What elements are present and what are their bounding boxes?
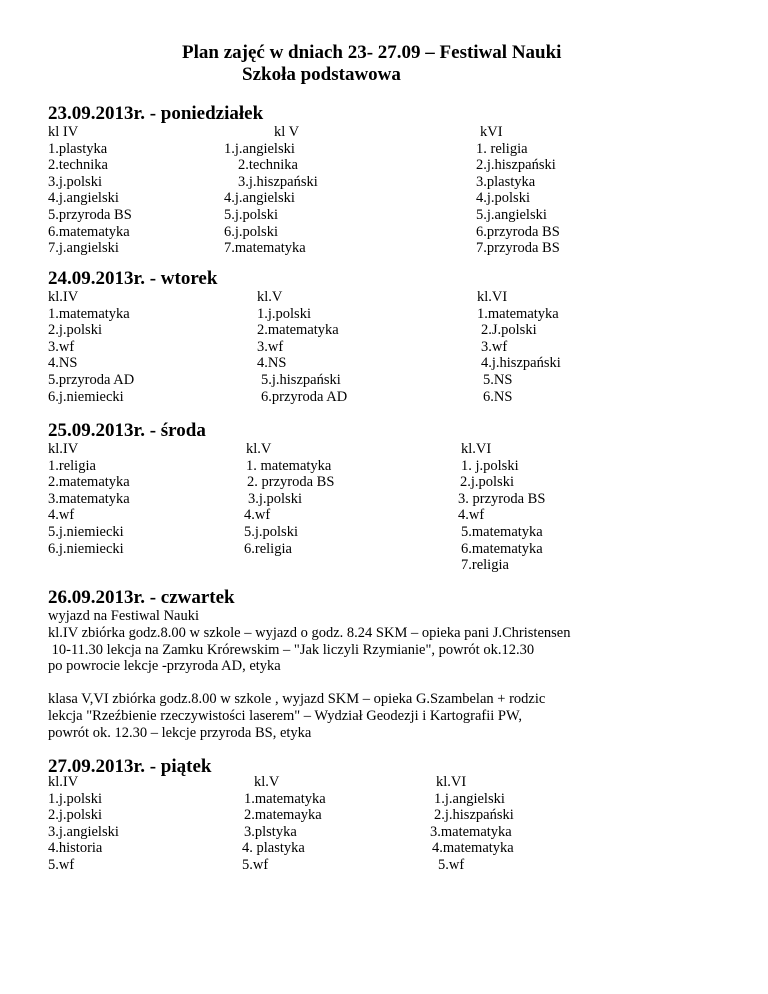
class-header: kl IV [48,124,79,140]
lesson-item: 5.matematyka [461,523,543,540]
lesson-item: 3.j.hiszpański [238,173,318,190]
lesson-item: 2.j.polski [48,807,102,824]
lesson-item: 4.NS [257,355,287,372]
schedule-column-kl-vi [477,289,561,405]
lesson-item: 5.przyroda AD [48,371,135,388]
text-line: wyjazd na Festiwal Nauki [48,608,200,624]
lesson-item: 2.j.polski [460,474,514,491]
lesson-item: 5.wf [48,856,75,873]
lesson-item: 6.religia [244,540,292,557]
thursday-paragraph-kl-iv [48,608,570,675]
lesson-item: 7.przyroda BS [476,240,560,257]
class-header: kl.V [254,774,280,790]
lesson-item: 4.j.angielski [224,190,295,207]
lesson-item: 4.j.polski [476,190,530,207]
schedule-column-kl-iv [48,124,132,257]
page-title: Plan zajęć w dniach 23- 27.09 – Festiwal Nauki [182,42,562,63]
class-header: kl.V [246,441,272,457]
lesson-item: 2.matematyka [257,322,339,339]
lesson-item: 4.wf [48,507,75,524]
lesson-item: 3.j.angielski [48,823,119,840]
text-line: kl.IV zbiórka godz.8.00 w szkole – wyjazd o godz. 8.24 SKM – opieka pani J.Christensen [48,624,571,641]
lesson-item: 3.plastyka [476,173,536,190]
lesson-item: 4.wf [458,507,485,524]
lesson-item: 3.wf [48,338,75,355]
lesson-item: 5.przyroda BS [48,206,132,223]
schedule-column-kl-v [244,441,334,557]
lesson-item: 1. matematyka [246,457,332,474]
lesson-item: 5.j.angielski [476,206,547,223]
day-heading-thursday: 26.09.2013r. - czwartek [48,587,235,608]
thursday-paragraph-kl-v-vi [48,691,545,741]
text-line: po powrocie lekcje -przyroda AD, etyka [48,658,281,675]
schedule-column-kl-v [242,774,326,874]
lesson-item: 7.religia [461,557,509,574]
lesson-item: 1.j.angielski [224,140,295,157]
lesson-item: 1.matematyka [477,305,559,322]
lesson-item: 6.NS [483,388,513,405]
lesson-item: 1.matematyka [48,305,130,322]
lesson-item: 1.matematyka [244,790,326,807]
lesson-item: 4.wf [244,507,271,524]
schedule-column-kl-vi [430,774,514,874]
lesson-item: 5.j.niemiecki [48,523,124,540]
lesson-item: 1.j.angielski [434,790,505,807]
lesson-item: 6.j.niemiecki [48,388,124,405]
lesson-item: 3.wf [481,338,508,355]
schedule-column-kl-iv [48,289,134,405]
day-heading-tuesday: 24.09.2013r. - wtorek [48,268,218,289]
text-line: powrót ok. 12.30 – lekcje przyroda BS, etyka [48,724,312,741]
class-header: kl V [274,124,300,140]
lesson-item: 4.NS [48,355,78,372]
lesson-item: 7.matematyka [224,240,306,257]
lesson-item: 1. religia [476,140,528,157]
lesson-item: 2.j.polski [48,322,102,339]
lesson-item: 7.j.angielski [48,240,119,257]
schedule-column-kl-vi [476,124,560,257]
lesson-item: 5.j.polski [224,206,278,223]
text-line: lekcja "Rzeźbienie rzeczywistości laserem" – Wydział Geodezji i Kartografii PW, [48,707,522,724]
schedule-column-kl-vi [458,441,545,574]
lesson-item: 2.J.polski [481,322,537,339]
day-heading-wednesday: 25.09.2013r. - środa [48,420,206,441]
lesson-item: 6.j.niemiecki [48,540,124,557]
text-line: 10-11.30 lekcja na Zamku Krórewskim – "Jak liczyli Rzymianie", powrót ok.12.30 [48,641,535,658]
lesson-item: 6.j.polski [224,223,278,240]
lesson-item: 4. plastyka [242,840,305,857]
class-header: kl.IV [48,289,79,305]
lesson-item: 3.matematyka [48,490,130,507]
lesson-item: 3.plstyka [244,823,297,840]
lesson-item: 4.matematyka [432,840,514,857]
lesson-item: 2. przyroda BS [247,474,335,491]
lesson-item: 5.j.hiszpański [261,371,341,388]
class-header: kl.IV [48,441,79,457]
class-header: kVI [480,124,503,140]
lesson-item: 6.przyroda AD [261,388,348,405]
lesson-item: 5.NS [483,371,513,388]
lesson-item: 2.matemayka [244,807,322,824]
lesson-item: 1.j.polski [257,305,311,322]
lesson-item: 5.wf [242,856,269,873]
day-heading-friday: 27.09.2013r. - piątek [48,756,212,777]
lesson-item: 3. przyroda BS [458,490,546,507]
lesson-item: 5.j.polski [244,523,298,540]
class-header: kl.IV [48,774,79,790]
lesson-item: 2.technika [238,157,298,174]
lesson-item: 3.j.polski [248,490,302,507]
schedule-column-kl-iv [48,441,130,557]
lesson-item: 3.matematyka [430,823,512,840]
lesson-item: 6.przyroda BS [476,223,560,240]
text-line: klasa V,VI zbiórka godz.8.00 w szkole , wyjazd SKM – opieka G.Szambelan + rodzic [48,691,546,707]
lesson-item: 5.wf [438,856,465,873]
lesson-item: 2.j.hiszpański [476,157,556,174]
lesson-item: 1.plastyka [48,140,108,157]
lesson-item: 1.j.polski [48,790,102,807]
lesson-item: 2.j.hiszpański [434,807,514,824]
lesson-item: 1.religia [48,457,96,474]
class-header: kl.VI [477,289,508,305]
schedule-column-kl-iv [48,774,119,874]
lesson-item: 4.j.angielski [48,190,119,207]
lesson-item: 3.wf [257,338,284,355]
page-subtitle: Szkoła podstawowa [242,64,401,85]
lesson-item: 6.matematyka [461,540,543,557]
class-header: kl.VI [461,441,492,457]
day-heading-monday: 23.09.2013r. - poniedziałek [48,103,264,124]
class-header: kl.V [257,289,283,305]
lesson-item: 4.historia [48,840,103,857]
schedule-column-kl-v [257,289,347,405]
lesson-item: 6.matematyka [48,223,130,240]
lesson-item: 3.j.polski [48,173,102,190]
lesson-item: 2.matematyka [48,474,130,491]
lesson-item: 2.technika [48,157,108,174]
schedule-column-kl-v [224,124,318,257]
lesson-item: 1. j.polski [461,457,519,474]
lesson-item: 4.j.hiszpański [481,355,561,372]
class-header: kl.VI [436,774,467,790]
